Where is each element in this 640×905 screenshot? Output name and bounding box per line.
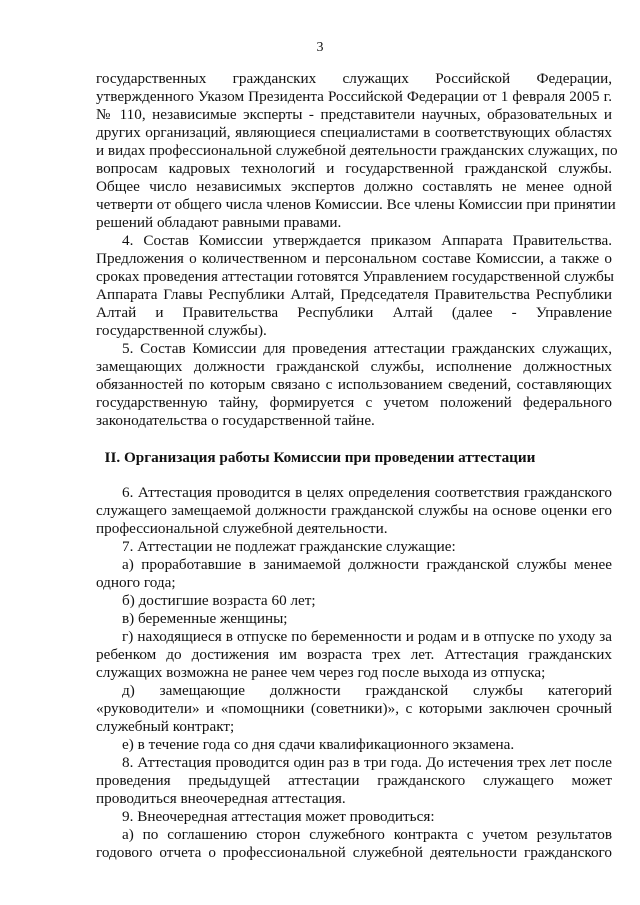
text-line: Аппарата Главы Республики Алтай, Председателя Правительства Республики	[96, 286, 612, 303]
text-line: 4. Состав Комиссии утверждается приказом Аппарата Правительства.	[122, 232, 612, 249]
text-line: «руководители» и «помощники (советники)», с которыми заключен срочный	[96, 700, 612, 717]
text-line: ребенком до достижения им возраста трех лет. Аттестация гражданских	[96, 646, 612, 663]
text-line: утвержденного Указом Президента Российской Федерации от 1 февраля 2005 г.	[96, 88, 612, 105]
text-line: служебный контракт;	[96, 718, 235, 735]
text-line: 6. Аттестация проводится в целях определения соответствия гражданского	[122, 484, 612, 501]
text-line: 5. Состав Комиссии для проведения аттестации гражданских служащих,	[122, 340, 612, 357]
text-line: Общее число независимых экспертов должно составлять не менее одной	[96, 178, 612, 195]
text-line: е) в течение года со дня сдачи квалификационного экзамена.	[122, 736, 515, 753]
text-line: Предложения о количественном и персональном составе Комиссии, а также о	[96, 250, 612, 267]
text-line: 7. Аттестации не подлежат гражданские служащие:	[122, 538, 456, 555]
text-line: решений обладают равными правами.	[96, 214, 342, 231]
text-line: д) замещающие должности гражданской службы категорий	[122, 682, 612, 699]
text-line: государственную тайну, формируется с учетом положений федерального	[96, 394, 612, 411]
text-line: и видах профессиональной служебной деятельности гражданских служащих, по	[96, 142, 618, 159]
text-line: проведения предыдущей аттестации гражданского служащего может	[96, 772, 612, 789]
text-line: Алтай и Правительства Республики Алтай (далее - Управление	[96, 304, 612, 321]
text-line: одного года;	[96, 574, 176, 591]
text-line: вопросам кадровых технологий и государственной гражданской службы.	[96, 160, 612, 177]
page-number: 3	[316, 40, 324, 55]
text-line: б) достигшие возраста 60 лет;	[122, 592, 316, 609]
text-line: в) беременные женщины;	[122, 610, 288, 627]
text-line: № 110, независимые эксперты - представители научных, образовательных и	[96, 106, 612, 123]
text-line: сроках проведения аттестации готовятся Управлением государственной службы	[96, 268, 615, 285]
text-line: государственных гражданских служащих Российской Федерации,	[96, 70, 612, 87]
text-line: профессиональной служебной деятельности.	[96, 520, 388, 537]
text-line: государственной службы).	[96, 322, 267, 339]
text-line: замещающих должности гражданской службы, исполнение должностных	[96, 358, 612, 375]
text-line: а) по соглашению сторон служебного контракта с учетом результатов	[122, 826, 612, 843]
text-line: четверти от общего числа членов Комиссии. Все члены Комиссии при принятии	[96, 196, 616, 213]
text-line: служащего замещаемой должности гражданской службы на основе оценки его	[96, 502, 612, 519]
text-line: служащих возможна не ранее чем через год после выхода из отпуска;	[96, 664, 546, 681]
text-line: г) находящиеся в отпуске по беременности и родам и в отпуске по уходу за	[122, 628, 612, 645]
text-line: а) проработавшие в занимаемой должности гражданской службы менее	[122, 556, 612, 573]
text-line: 8. Аттестация проводится один раз в три года. До истечения трех лет после	[122, 754, 612, 771]
text-line: обязанностей по которым связано с использованием сведений, составляющих	[96, 376, 612, 393]
text-line: проводиться внеочередная аттестация.	[96, 790, 346, 807]
text-line: 9. Внеочередная аттестация может проводиться:	[122, 808, 435, 825]
section-heading: II. Организация работы Комиссии при проведении аттестации	[104, 449, 536, 466]
text-line: годового отчета о профессиональной служебной деятельности гражданского	[96, 844, 612, 861]
text-line: законодательства о государственной тайне.	[96, 412, 375, 429]
text-line: других организаций, являющиеся специалистами в соответствующих областях	[96, 124, 612, 141]
